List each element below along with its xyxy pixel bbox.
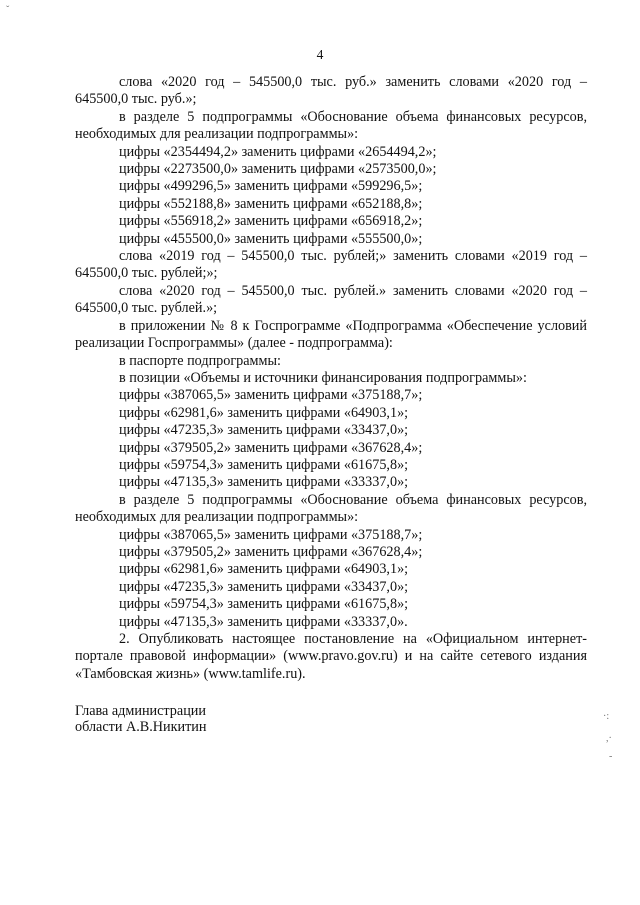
page-number: 4 [316,47,324,62]
paragraph-figures: цифры «47235,3» заменить цифрами «33437,0»; [119,578,409,595]
signature-block [75,703,206,735]
scan-speck: ,· [606,733,612,744]
signature-title: Глава администрации [75,703,206,719]
paragraph-figures: цифры «47135,3» заменить цифрами «33337,0». [119,613,408,630]
paragraph-section5-heading: в разделе 5 подпрограммы «Обоснование объема финансовых ресурсов, необходимых для реализации подпрограммы»: [75,108,587,143]
paragraph-figures: цифры «499296,5» заменить цифрами «599296,5»; [119,178,423,195]
paragraph-figures: цифры «59754,3» заменить цифрами «61675,8»; [119,456,409,473]
paragraph-words-2020-rubles: слова «2020 год – 545500,0 тыс. рублей.» заменить словами «2020 год – 645500,0 тыс. рублей.»; [75,282,587,317]
paragraph-figures: цифры «47135,3» заменить цифрами «33337,0»; [119,474,409,491]
paragraph-section5-heading: в разделе 5 подпрограммы «Обоснование объема финансовых ресурсов, необходимых для реализации подпрограммы»: [75,491,587,526]
paragraph-figures: цифры «556918,2» заменить цифрами «656918,2»; [119,213,423,230]
paragraph-passport: в паспорте подпрограммы: [119,352,281,369]
scan-speck: ˇ [6,5,10,16]
paragraph-figures: цифры «62981,6» заменить цифрами «64903,1»; [119,404,409,421]
document-body [75,74,587,683]
signature-name: области А.В.Никитин [75,719,207,735]
scan-speck: ·: [603,711,610,722]
paragraph-figures: цифры «62981,6» заменить цифрами «64903,1»; [119,561,409,578]
paragraph-figures: цифры «2354494,2» заменить цифрами «2654494,2»; [119,143,437,160]
paragraph-volumes-position: в позиции «Объемы и источники финансирования подпрограммы»: [119,369,527,386]
paragraph-figures: цифры «2273500,0» заменить цифрами «2573500,0»; [119,161,437,178]
paragraph-figures: цифры «379505,2» заменить цифрами «367628,4»; [119,543,423,560]
paragraph-appendix-8: в приложении № 8 к Госпрограмме «Подпрограмма «Обеспечение условий реализации Госпрограммы» (далее - подпрограмма): [75,317,587,352]
paragraph-figures: цифры «387065,5» заменить цифрами «375188,7»; [119,526,423,543]
scan-speck: - [609,751,613,762]
paragraph-figures: цифры «552188,8» заменить цифрами «652188,8»; [119,195,423,212]
paragraph-publish: 2. Опубликовать настоящее постановление на «Официальном интернет-портале правовой информации» (www.pravo.gov.ru) и на сайте сетевого издания «Тамбовская жизнь» (www.tamlife.ru). [75,631,587,682]
paragraph-figures: цифры «47235,3» заменить цифрами «33437,0»; [119,422,409,439]
paragraph-words-2019-rubles: слова «2019 год – 545500,0 тыс. рублей;» заменить словами «2019 год – 645500,0 тыс. рублей;»; [75,248,587,282]
paragraph-figures: цифры «455500,0» заменить цифрами «555500,0»; [119,230,423,247]
paragraph-figures: цифры «387065,5» заменить цифрами «375188,7»; [119,387,423,404]
paragraph-words-2020-rub: слова «2020 год – 545500,0 тыс. руб.» заменить словами «2020 год – 645500,0 тыс. руб.»; [75,74,587,108]
paragraph-figures: цифры «379505,2» заменить цифрами «367628,4»; [119,439,423,456]
paragraph-figures: цифры «59754,3» заменить цифрами «61675,8»; [119,596,409,613]
